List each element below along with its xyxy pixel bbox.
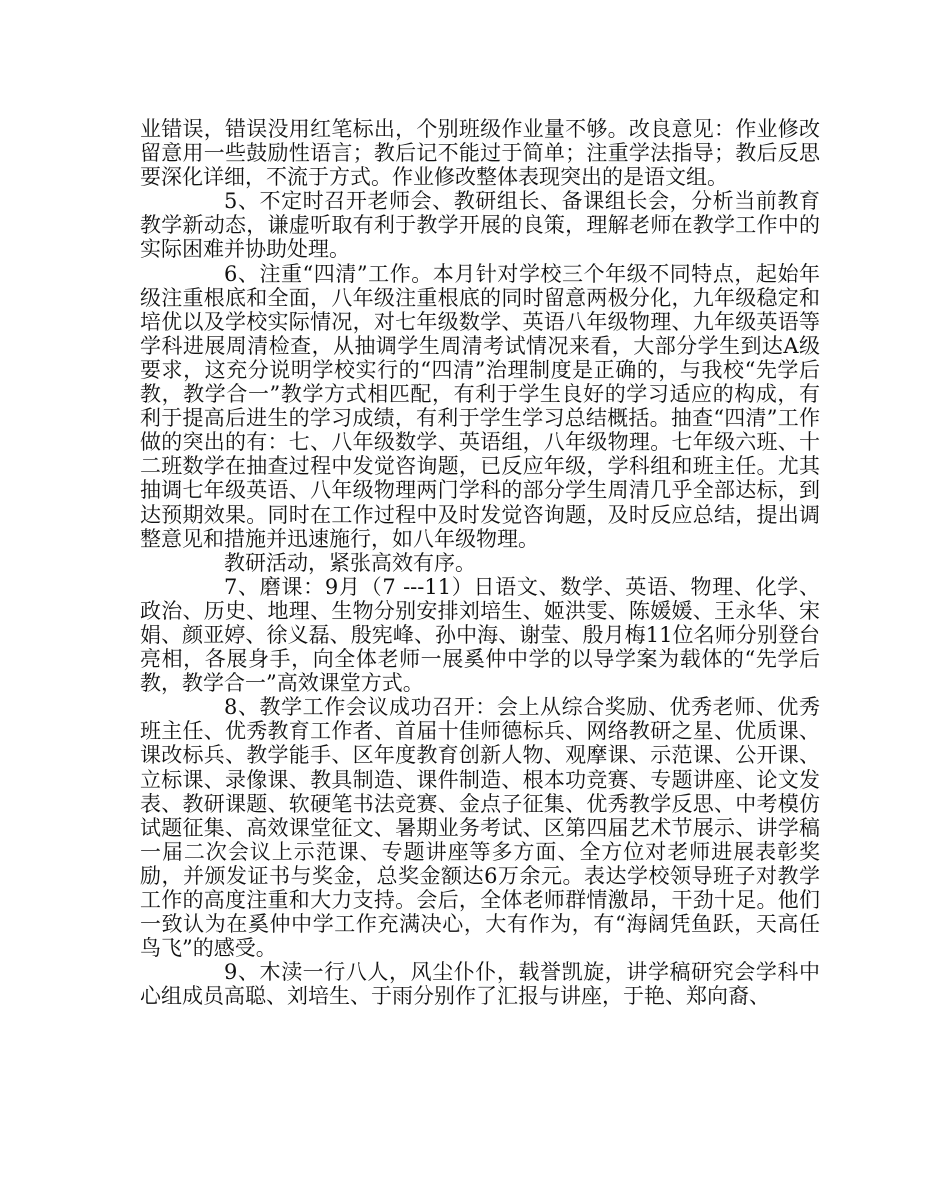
- paragraph-item-5-meetings: 5、不定时召开老师会、教研组长、备课组长会，分析当前教育教学新动态，谦虚听取有利于教学开展的良策，理解老师在教学工作中的实际困难并协助处理。: [140, 189, 820, 262]
- paragraph-section-heading-research: 教研活动，紧张高效有序。: [224, 550, 476, 575]
- document-page: [140, 117, 820, 1008]
- paragraph-item-9-mudu-trip: 9、木渎一行八人，风尘仆仆，载誉凯旋，讲学稿研究会学科中心组成员高聪、刘培生、于雨分别作了汇报与讲座，于艳、郑向裔、: [140, 960, 820, 1009]
- paragraph-item-6-four-clears: 6、注重“四清”工作。本月针对学校三个年级不同特点，起始年级注重根底和全面，八年级注重根底的同时留意两极分化，九年级稳定和培优以及学校实际情况，对七年级数学、英语八年级物理、九年级英语等学科进展周清检查，从抽调学生周清考试情况来看，大部分学生到达A级要求，这充分说明学校实行的“四清”治理制度是正确的，与我校“先学后教，教学合一”教学方式相匹配，有利于学生良好的学习适应的构成，有利于提高后进生的学习成绩，有利于学生学习总结概括。抽查“四清”工作做的突出的有：七、八年级数学、英语组，八年级物理。七年级六班、十二班数学在抽查过程中发觉咨询题，已反应年级，学科组和班主任。尤其抽调七年级英语、八年级物理两门学科的部分学生周清几乎全部达标，到达预期效果。同时在工作过程中及时发觉咨询题，及时反应总结，提出调整意见和措施并迅速施行，如八年级物理。: [140, 261, 820, 551]
- paragraph-homework-review: 业错误，错误没用红笔标出，个别班级作业量不够。改良意见：作业修改留意用一些鼓励性语言；教后记不能过于简单；注重学法指导；教后反思要深化详细，不流于方式。作业修改整体表现突出的是语文组。: [140, 117, 820, 190]
- paragraph-item-8-teaching-meeting: 8、教学工作会议成功召开：会上从综合奖励、优秀老师、优秀班主任、优秀教育工作者、首届十佳师德标兵、网络教研之星、优质课、课改标兵、教学能手、区年度教育创新人物、观摩课、示范课、公开课、立标课、录像课、教具制造、课件制造、根本功竞赛、专题讲座、论文发表、教研课题、软硬笔书法竞赛、金点子征集、优秀教学反思、中考模仿试题征集、高效课堂征文、暑期业务考试、区第四届艺术节展示、讲学稿一届二次会议上示范课、专题讲座等多方面、全方位对老师进展表彰奖励，并颁发证书与奖金，总奖金额达6万余元。表达学校领导班子对教学工作的高度注重和大力支持。会后，全体老师群情激昂，干劲十足。他们一致认为在奚仲中学工作充满决心，大有作为，有“海阔凭鱼跃，天高任鸟飞”的感受。: [140, 695, 820, 961]
- paragraph-item-7-lesson-polishing: 7、磨课：9月（7 ---11）日语文、数学、英语、物理、化学、政治、历史、地理、生物分别安排刘培生、姬洪雯、陈媛媛、王永华、宋娟、颜亚婷、徐义磊、殷宪峰、孙中海、谢莹、殷月梅11位名师分别登台亮相，各展身手，向全体老师一展奚仲中学的以导学案为载体的“先学后教，教学合一”高效课堂方式。: [140, 574, 820, 696]
